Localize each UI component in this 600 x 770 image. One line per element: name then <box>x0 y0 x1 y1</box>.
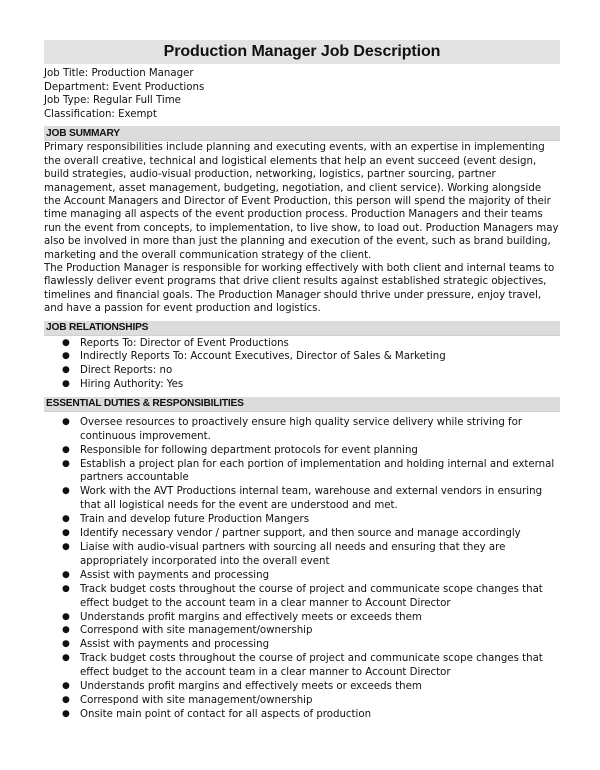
job-relationships-heading: JOB RELATIONSHIPS <box>46 322 149 334</box>
list-item-text: Indirectly Reports To: Account Executives, Director of Sales & Marketing <box>80 351 446 363</box>
bullet-icon: ● <box>62 694 70 705</box>
list-item <box>44 569 560 583</box>
bullet-icon: ● <box>62 379 70 390</box>
list-item-text: Oversee resources to proactively ensure high quality service delivery while striving for continuous improvement. <box>80 416 523 442</box>
list-item-text: Work with the AVT Productions internal team, warehouse and external vendors in ensuring that all logistical needs for the event are understood and met. <box>80 486 543 512</box>
essential-duties-header <box>44 397 560 412</box>
bullet-icon: ● <box>62 458 70 469</box>
summary-paragraph: The Production Manager is responsible for working effectively with both client and internal teams to flawlessly deliver event programs that drive client results against established strategic objectives, timelines and financial goals. The Production Manager should thrive under pressure, enjoy travel, and have a passion for event production and logistics. <box>44 263 555 315</box>
list-item-text: Hiring Authority: Yes <box>80 379 184 391</box>
list-item <box>44 541 560 569</box>
list-item <box>44 378 560 392</box>
relationships-list <box>44 337 560 392</box>
list-item-text: Responsible for following department protocols for event planning <box>80 444 418 456</box>
bullet-icon: ● <box>62 514 70 525</box>
list-item-text: Assist with payments and processing <box>80 639 270 651</box>
list-item-text: Correspond with site management/ownership <box>80 694 313 706</box>
bullet-icon: ● <box>62 653 70 664</box>
bullet-icon: ● <box>62 611 70 622</box>
list-item <box>44 513 560 527</box>
bullet-icon: ● <box>62 444 70 455</box>
list-item-text: Track budget costs throughout the course of project and communicate scope changes that effect budget to the account team in a clear manner to Account Director <box>80 583 543 609</box>
bullet-icon: ● <box>62 681 70 692</box>
duties-list <box>44 416 560 722</box>
title-bar <box>44 40 560 64</box>
list-item <box>44 337 560 351</box>
bullet-icon: ● <box>62 708 70 719</box>
list-item-text: Onsite main point of contact for all aspects of production <box>80 708 372 720</box>
list-item <box>44 611 560 625</box>
summary-paragraph: Primary responsibilities include planning and executing events, with an expertise in implementing the overall creative, technical and logistical elements that help an event succeed (event design, build strategies, audio-visual production, networking, logistics, partner sourcing, partner management, asset management, budgeting, negotiation, and client service). Working alongside the Account Managers and Director of Event Production, this person will spend the majority of their time managing all aspects of the event production process. Production Managers and their teams run the event from concepts, to implementation, to live show, to load out. Production Managers may also be involved in more than just the planning and execution of the event, such as brand building, marketing and the overall communication strategy of the client. <box>44 142 559 261</box>
bullet-icon: ● <box>62 639 70 650</box>
list-item-text: Identify necessary vendor / partner support, and then source and manage accordingly <box>80 528 521 540</box>
list-item-text: Track budget costs throughout the course of project and communicate scope changes that effect budget to the account team in a clear manner to Account Director <box>80 653 543 679</box>
bullet-icon: ● <box>62 583 70 594</box>
bullet-icon: ● <box>62 569 70 580</box>
list-item <box>44 624 560 638</box>
list-item <box>44 485 560 513</box>
list-item <box>44 364 560 378</box>
list-item <box>44 680 560 694</box>
bullet-icon: ● <box>62 337 70 348</box>
bullet-icon: ● <box>62 351 70 362</box>
list-item <box>44 583 560 611</box>
bullet-icon: ● <box>62 542 70 552</box>
list-item <box>44 350 560 364</box>
job-title-line: Job Title: Production Manager <box>44 68 194 79</box>
list-item <box>44 416 560 444</box>
list-item-text: Assist with payments and processing <box>80 569 270 581</box>
job-relationships-header <box>44 321 560 336</box>
list-item <box>44 444 560 458</box>
department-line: Department: Event Productions <box>44 81 205 93</box>
document-title: Production Manager Job Description <box>163 43 441 60</box>
list-item <box>44 694 560 708</box>
bullet-icon: ● <box>62 365 70 376</box>
list-item-text: Correspond with site management/ownership <box>80 625 313 637</box>
list-item-text: Understands profit margins and effectively meets or exceeds them <box>80 681 422 693</box>
list-item-text: Liaise with audio-visual partners with sourcing all needs and ensuring that they are appropriately incorporated into the overall event <box>80 542 506 567</box>
job-type-line: Job Type: Regular Full Time <box>44 95 181 107</box>
list-item-text: Reports To: Director of Event Productions <box>80 337 289 349</box>
essential-duties-heading: ESSENTIAL DUTIES & RESPONSIBILITIES <box>46 398 244 410</box>
bullet-icon: ● <box>62 625 70 636</box>
list-item <box>44 458 560 486</box>
list-item <box>44 708 560 722</box>
bullet-icon: ● <box>62 416 70 427</box>
bullet-icon: ● <box>62 528 70 539</box>
list-item-text: Direct Reports: no <box>80 365 173 377</box>
document-page <box>0 40 600 770</box>
list-item <box>44 638 560 652</box>
job-summary-header <box>44 126 560 141</box>
list-item <box>44 652 560 680</box>
job-info <box>44 67 560 121</box>
job-summary-heading: JOB SUMMARY <box>46 127 120 139</box>
list-item <box>44 527 560 541</box>
list-item-text: Establish a project plan for each portion of implementation and holding internal and external partners accountable <box>80 458 555 484</box>
bullet-icon: ● <box>62 486 70 497</box>
classification-line: Classification: Exempt <box>44 108 157 120</box>
list-item-text: Understands profit margins and effectively meets or exceeds them <box>80 611 422 623</box>
list-item-text: Train and develop future Production Mangers <box>80 514 310 526</box>
